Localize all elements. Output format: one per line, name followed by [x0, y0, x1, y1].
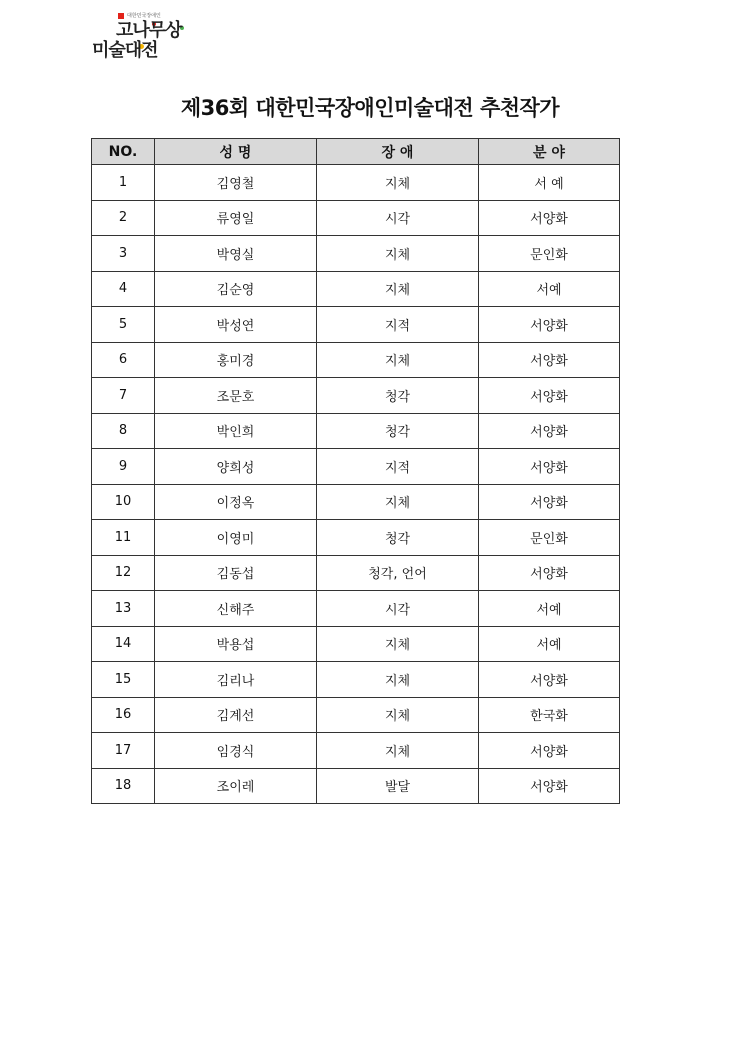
table-row [92, 768, 620, 804]
cell-disability: 지체 [317, 697, 479, 733]
cell-no: 8 [92, 413, 155, 449]
table-row [92, 165, 620, 201]
cell-no: 1 [92, 165, 155, 201]
header-disability: 장 애 [317, 139, 479, 165]
cell-name: 홍미경 [155, 342, 317, 378]
table-row [92, 449, 620, 485]
cell-disability: 청각 [317, 378, 479, 414]
cell-name: 박성연 [155, 307, 317, 343]
cell-field: 서양화 [479, 662, 620, 698]
cell-field: 문인화 [479, 520, 620, 556]
cell-disability: 지체 [317, 342, 479, 378]
table-row [92, 413, 620, 449]
cell-no: 13 [92, 591, 155, 627]
cell-name: 박인희 [155, 413, 317, 449]
cell-name: 양희성 [155, 449, 317, 485]
table-row [92, 342, 620, 378]
cell-name: 신해주 [155, 591, 317, 627]
cell-field: 서양화 [479, 413, 620, 449]
cell-no: 5 [92, 307, 155, 343]
table-header-row [92, 139, 620, 165]
cell-field: 서 예 [479, 165, 620, 201]
header-name: 성 명 [155, 139, 317, 165]
cell-disability: 지체 [317, 236, 479, 272]
cell-field: 서양화 [479, 733, 620, 769]
cell-no: 6 [92, 342, 155, 378]
cell-no: 15 [92, 662, 155, 698]
cell-no: 16 [92, 697, 155, 733]
cell-no: 14 [92, 626, 155, 662]
cell-no: 12 [92, 555, 155, 591]
cell-disability: 청각 [317, 413, 479, 449]
cell-name: 김영철 [155, 165, 317, 201]
cell-field: 서양화 [479, 342, 620, 378]
cell-name: 김순영 [155, 271, 317, 307]
cell-no: 9 [92, 449, 155, 485]
cell-field: 서예 [479, 626, 620, 662]
cell-disability: 지체 [317, 662, 479, 698]
cell-disability: 청각, 언어 [317, 555, 479, 591]
cell-disability: 지체 [317, 271, 479, 307]
cell-field: 서양화 [479, 484, 620, 520]
table-row [92, 271, 620, 307]
cell-field: 서양화 [479, 768, 620, 804]
cell-name: 이영미 [155, 520, 317, 556]
table-row [92, 697, 620, 733]
cell-disability: 지적 [317, 449, 479, 485]
cell-name: 박용섭 [155, 626, 317, 662]
table-row [92, 520, 620, 556]
header-no: NO. [92, 139, 155, 165]
cell-disability: 청각 [317, 520, 479, 556]
cell-disability: 지체 [317, 165, 479, 201]
cell-name: 이정옥 [155, 484, 317, 520]
cell-disability: 발달 [317, 768, 479, 804]
cell-field: 서양화 [479, 307, 620, 343]
cell-field: 서양화 [479, 449, 620, 485]
cell-name: 김계선 [155, 697, 317, 733]
exhibition-logo [92, 8, 182, 68]
table-row [92, 484, 620, 520]
cell-name: 김동섭 [155, 555, 317, 591]
logo-line-1: 고나무상 [116, 20, 182, 41]
logo-header [118, 12, 161, 19]
cell-disability: 지적 [317, 307, 479, 343]
cell-name: 조문호 [155, 378, 317, 414]
cell-no: 3 [92, 236, 155, 272]
table-row [92, 733, 620, 769]
logo-red-square-icon [118, 13, 124, 19]
cell-disability: 지체 [317, 733, 479, 769]
cell-name: 김리나 [155, 662, 317, 698]
cell-no: 2 [92, 200, 155, 236]
cell-no: 4 [92, 271, 155, 307]
cell-name: 류영일 [155, 200, 317, 236]
cell-field: 서양화 [479, 555, 620, 591]
table-row [92, 236, 620, 272]
cell-no: 17 [92, 733, 155, 769]
table-row [92, 626, 620, 662]
logo-line-2: 미술대전 [92, 40, 158, 61]
logo-small-text: 대한민국장애인 [127, 13, 161, 19]
cell-field: 서양화 [479, 378, 620, 414]
cell-field: 서예 [479, 591, 620, 627]
cell-name: 박영실 [155, 236, 317, 272]
cell-field: 한국화 [479, 697, 620, 733]
cell-disability: 지체 [317, 626, 479, 662]
table-row [92, 591, 620, 627]
cell-no: 7 [92, 378, 155, 414]
table-row [92, 200, 620, 236]
recommended-artists-table [91, 138, 620, 804]
table-row [92, 378, 620, 414]
cell-no: 11 [92, 520, 155, 556]
cell-no: 10 [92, 484, 155, 520]
cell-no: 18 [92, 768, 155, 804]
cell-name: 조이레 [155, 768, 317, 804]
cell-name: 임경식 [155, 733, 317, 769]
cell-disability: 시각 [317, 200, 479, 236]
table-row [92, 307, 620, 343]
cell-disability: 지체 [317, 484, 479, 520]
table-row [92, 555, 620, 591]
cell-disability: 시각 [317, 591, 479, 627]
header-field: 분 야 [479, 139, 620, 165]
page-title: 제36회 대한민국장애인미술대전 추천작가 [180, 96, 560, 120]
cell-field: 서예 [479, 271, 620, 307]
cell-field: 문인화 [479, 236, 620, 272]
table-row [92, 662, 620, 698]
table-body [92, 165, 620, 804]
cell-field: 서양화 [479, 200, 620, 236]
